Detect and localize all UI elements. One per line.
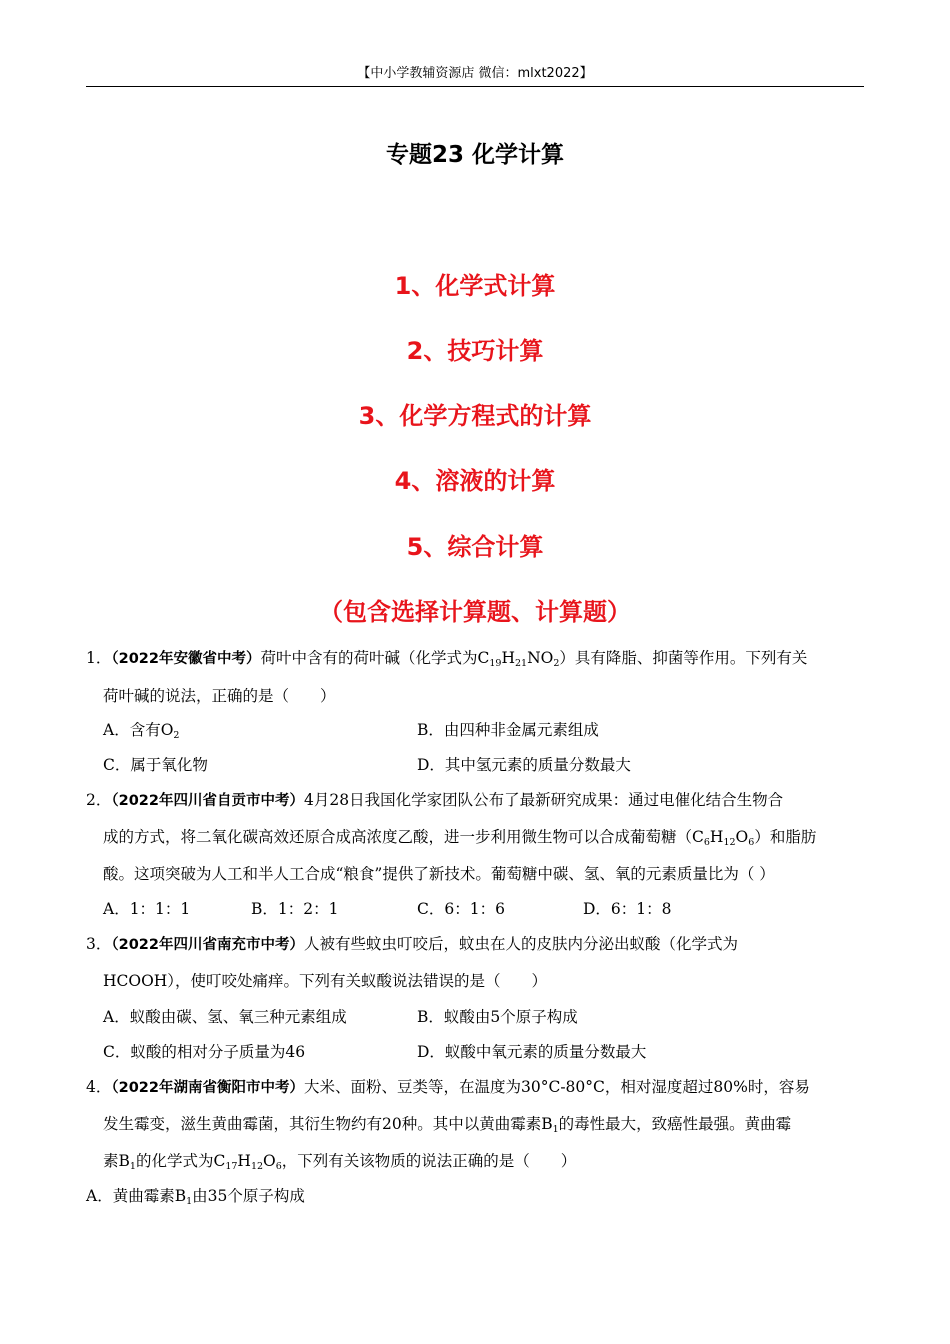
text: H <box>237 1152 251 1170</box>
topic-3: 3、化学方程式的计算 <box>358 402 592 430</box>
subscript: 19 <box>489 658 502 669</box>
question-2-line-3: 酸。这项突破为人工和半人工合成“粮食”提供了新技术。葡萄糖中碳、氢、氧的元素质量比为（ ） <box>103 865 775 883</box>
topic-5: 5、综合计算 <box>406 533 544 561</box>
question-1-option-c: C．属于氧化物 <box>103 756 208 774</box>
text: ）具有降脂、抑菌等作用。下列有关 <box>559 649 808 667</box>
question-source: （2022年四川省南充市中考） <box>111 937 304 953</box>
subscript: 2 <box>553 658 560 669</box>
page-header: 【中小学教辅资源店 微信：mlxt2022】 <box>86 64 864 87</box>
question-1-option-b: B．由四种非金属元素组成 <box>417 721 599 739</box>
question-1-option-a <box>103 720 179 740</box>
question-source: （2022年湖南省衡阳市中考） <box>111 1080 304 1096</box>
text: 的化学式为C <box>135 1152 226 1170</box>
text: ）和脂肪 <box>754 828 817 846</box>
question-2-option-b: B．1：2：1 <box>251 900 339 918</box>
question-2-option-d: D．6：1：8 <box>583 900 672 918</box>
topic-2: 2、技巧计算 <box>406 337 544 365</box>
subscript: 1 <box>552 1124 559 1135</box>
question-number: 2． <box>86 791 112 809</box>
text: 成的方式，将二氧化碳高效还原合成高浓度乙酸，进一步利用微生物可以合成葡萄糖（C <box>103 828 704 846</box>
question-4-line-2 <box>103 1114 791 1134</box>
text: H <box>501 649 515 667</box>
question-4-line-3 <box>103 1151 576 1171</box>
text: 大米、面粉、豆类等，在温度为30°C-80°C，相对湿度超过80%时，容易 <box>303 1078 810 1096</box>
question-4-line-1 <box>86 1077 810 1098</box>
question-number: 1． <box>86 649 112 667</box>
text: 素B <box>103 1152 130 1170</box>
question-4-option-a <box>86 1186 305 1206</box>
question-3-option-a: A．蚁酸由碳、氢、氧三种元素组成 <box>103 1008 347 1026</box>
question-2-option-c: C．6：1：6 <box>417 900 505 918</box>
question-3-option-c: C．蚁酸的相对分子质量为46 <box>103 1043 306 1061</box>
subscript: 2 <box>173 730 180 741</box>
text: NO <box>527 649 554 667</box>
question-1-line-2: 荷叶碱的说法，正确的是（ ） <box>103 687 336 705</box>
subscript: 12 <box>723 837 736 848</box>
text: O <box>735 828 749 846</box>
text: ，下列有关该物质的说法正确的是（ ） <box>281 1152 577 1170</box>
text: H <box>709 828 724 846</box>
question-1-line-1 <box>86 648 807 669</box>
subscript: 6 <box>748 837 755 848</box>
question-1-option-d: D．其中氢元素的质量分数最大 <box>417 756 631 774</box>
question-2-line-1 <box>86 790 783 811</box>
page-title: 专题23 化学计算 <box>385 142 564 168</box>
subscript: 1 <box>186 1196 193 1207</box>
question-source: （2022年安徽省中考） <box>111 651 261 667</box>
option-text: A．含有O <box>103 721 174 739</box>
text: 4月28日我国化学家团队公布了最新研究成果：通过电催化结合生物合 <box>303 791 784 809</box>
text: 的毒性最大，致癌性最强。黄曲霉 <box>558 1115 792 1133</box>
subscript: 21 <box>514 658 528 669</box>
subscript: 12 <box>250 1161 264 1172</box>
topic-note: （包含选择计算题、计算题） <box>319 598 631 626</box>
question-number: 3． <box>86 935 112 953</box>
question-3-option-b: B．蚁酸由5个原子构成 <box>417 1008 578 1026</box>
option-text: 由35个原子构成 <box>192 1187 305 1205</box>
topic-1: 1、化学式计算 <box>394 272 556 300</box>
text: O <box>263 1152 276 1170</box>
option-text: A．黄曲霉素B <box>86 1187 187 1205</box>
question-2-line-2 <box>103 827 816 847</box>
question-2-option-a: A．1：1：1 <box>103 900 191 918</box>
text: 发生霉变，滋生黄曲霉菌，其衍生物约有20种。其中以黄曲霉素B <box>103 1115 553 1133</box>
topic-4: 4、溶液的计算 <box>394 467 556 495</box>
question-source: （2022年四川省自贡市中考） <box>111 793 304 809</box>
text: 荷叶中含有的荷叶碱（化学式为C <box>260 649 490 667</box>
question-number: 4． <box>86 1078 112 1096</box>
question-3-line-2: HCOOH），使叮咬处痛痒。下列有关蚁酸说法错误的是（ ） <box>103 972 548 990</box>
text: 人被有些蚊虫叮咬后，蚊虫在人的皮肤内分泌出蚁酸（化学式为 <box>303 935 738 953</box>
subscript: 6 <box>275 1161 282 1172</box>
subscript: 17 <box>225 1161 238 1172</box>
question-3-line-1 <box>86 934 738 955</box>
subscript: 1 <box>129 1161 136 1172</box>
question-3-option-d: D．蚁酸中氧元素的质量分数最大 <box>417 1043 647 1061</box>
subscript: 6 <box>703 837 710 848</box>
